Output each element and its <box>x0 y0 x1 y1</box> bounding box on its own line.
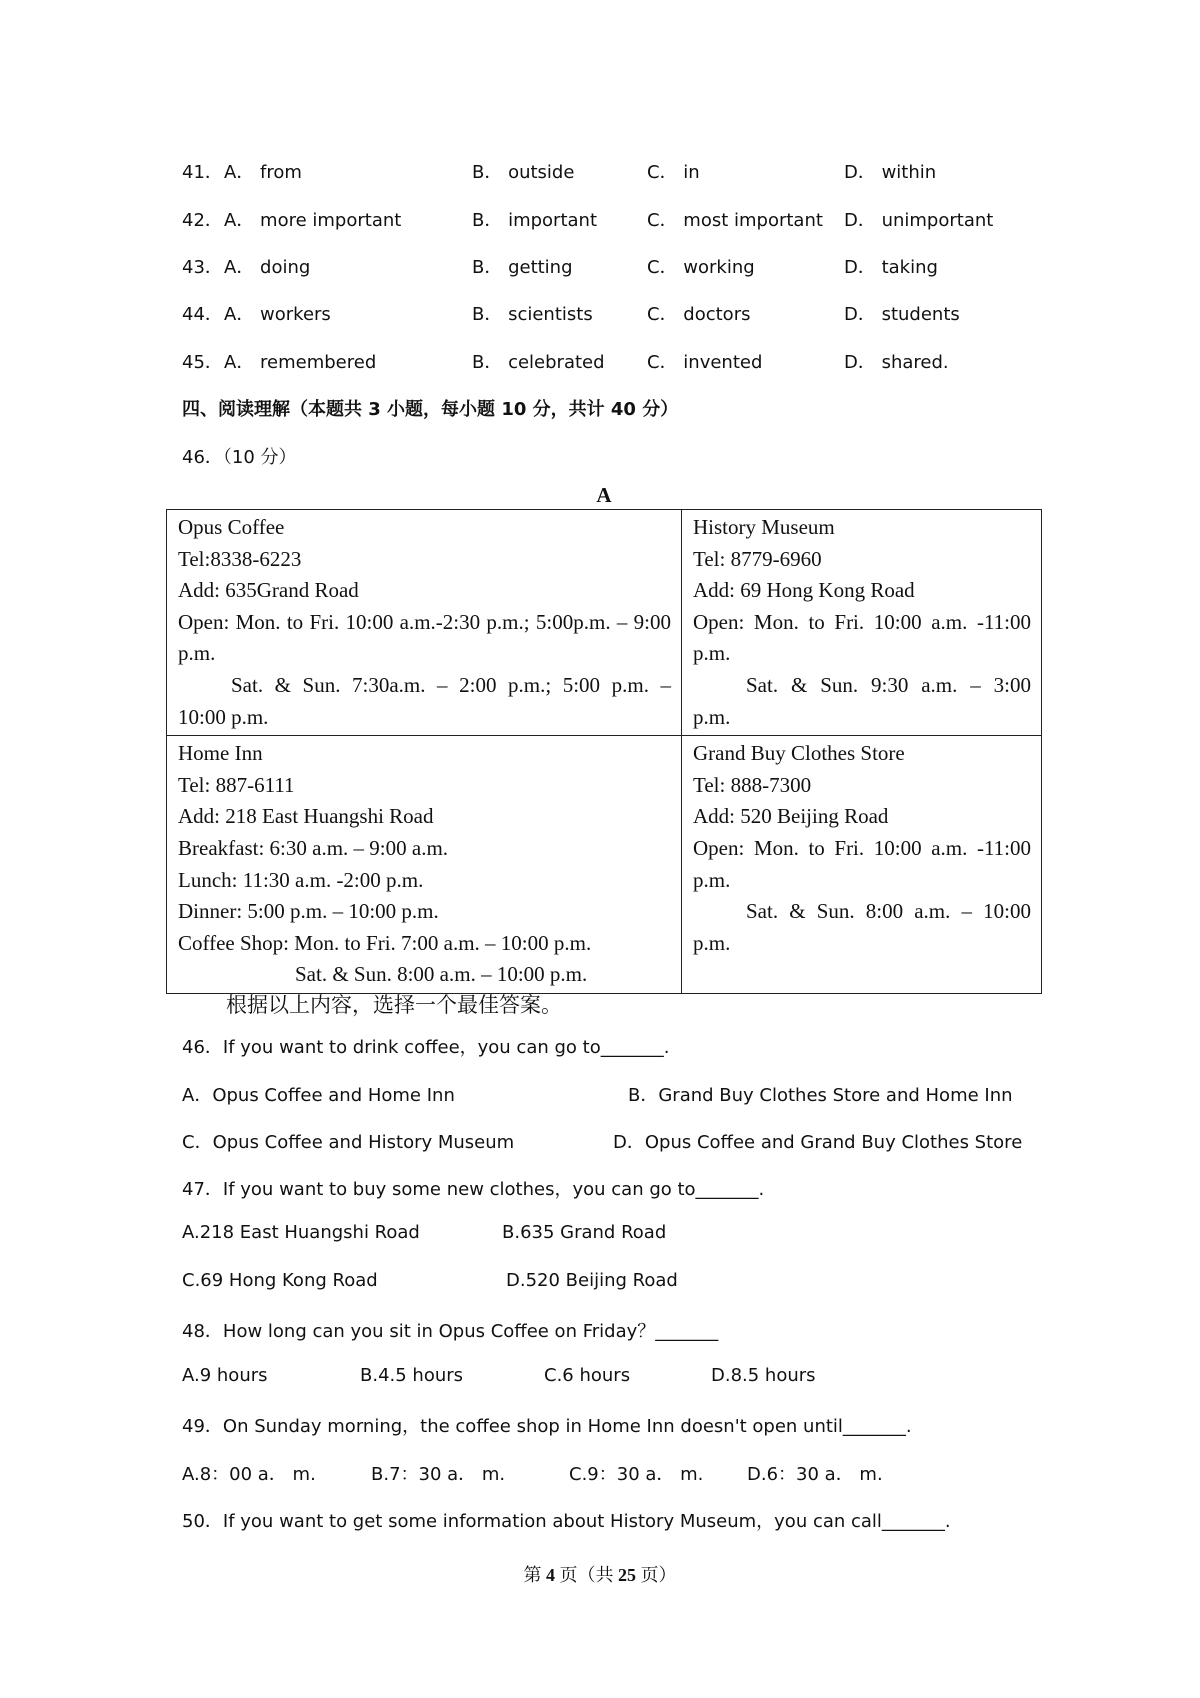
ad-name: History Museum <box>693 515 835 539</box>
option-a: A． remembered <box>224 352 377 373</box>
ad-history-museum <box>682 510 1042 736</box>
ad-home-inn <box>167 736 682 994</box>
ad-address: Add: 635Grand Road <box>178 578 359 603</box>
ad-open-weekend-end: 10:00 p.m. <box>178 704 269 729</box>
ad-coffee-shop-weekend: Sat. & Sun. 8:00 a.m. – 10:00 p.m. <box>295 962 588 987</box>
question-number: 45． <box>182 352 223 373</box>
footer-mid: 页（共 <box>555 1565 618 1585</box>
option-c: C． in <box>647 162 700 183</box>
option-b: B.4.5 hours <box>360 1365 464 1386</box>
ad-coffee-shop-weekday: Coffee Shop: Mon. to Fri. 7:00 a.m. – 10:00 p.m. <box>178 930 592 955</box>
ad-open-weekend: Sat. & Sun. 7:30a.m. – 2:00 p.m.; 5:00 p.m. – <box>231 672 671 697</box>
option-b: B． outside <box>472 162 575 183</box>
ad-open-weekend-end: p.m. <box>693 704 731 729</box>
option-d: D．Opus Coffee and Grand Buy Clothes Store <box>613 1132 1023 1153</box>
option-c: C． doctors <box>647 304 751 325</box>
option-c: C.6 hours <box>544 1365 631 1386</box>
advertisement-table <box>166 509 1042 994</box>
question-50-stem: 50．If you want to get some information about History Museum，you can call_______. <box>182 1511 951 1532</box>
option-d: D.8.5 hours <box>711 1365 816 1386</box>
option-c: C． invented <box>647 352 763 373</box>
option-c: C．Opus Coffee and History Museum <box>182 1132 515 1153</box>
option-d: D.520 Beijing Road <box>506 1270 678 1291</box>
option-a: A． from <box>224 162 302 183</box>
question-48-stem: 48．How long can you sit in Opus Coffee on Friday？_______ <box>182 1321 719 1342</box>
section-heading: 四、阅读理解（本题共 3 小题，每小题 10 分，共计 40 分） <box>182 399 679 420</box>
question-number: 43． <box>182 257 223 278</box>
ad-breakfast: Breakfast: 6:30 a.m. – 9:00 a.m. <box>178 835 449 860</box>
option-b: B． getting <box>472 257 573 278</box>
option-a: A.218 East Huangshi Road <box>182 1222 420 1243</box>
question-number: 41． <box>182 162 223 183</box>
ad-open-weekend: Sat. & Sun. 8:00 a.m. – 10:00 <box>746 899 1031 924</box>
ad-grand-buy-clothes-store <box>682 736 1042 994</box>
option-d: D． shared. <box>844 352 949 373</box>
option-a: A.8：00 a． m. <box>182 1464 316 1485</box>
ad-open-weekend-end: p.m. <box>693 930 731 955</box>
ad-address: Add: 218 East Huangshi Road <box>178 804 434 829</box>
question-number: 44． <box>182 304 223 325</box>
question-46-stem: 46．If you want to drink coffee，you can go to_______. <box>182 1037 670 1058</box>
question-number: 42． <box>182 210 223 231</box>
ad-tel: Tel: 8779-6960 <box>693 546 822 571</box>
option-b: B.635 Grand Road <box>502 1222 667 1243</box>
ad-name: Grand Buy Clothes Store <box>693 741 905 766</box>
option-c: C.69 Hong Kong Road <box>182 1270 378 1291</box>
option-b: B． celebrated <box>472 352 605 373</box>
option-a: A．Opus Coffee and Home Inn <box>182 1085 455 1106</box>
ad-open-weekday-end: p.m. <box>693 867 731 892</box>
option-d: D． unimportant <box>844 210 994 231</box>
passage-title: A <box>596 483 612 507</box>
ad-open-weekday-end: p.m. <box>693 641 731 666</box>
option-a: A． doing <box>224 257 311 278</box>
ad-open-weekend: Sat. & Sun. 9:30 a.m. – 3:00 <box>746 672 1031 697</box>
option-d: D． taking <box>844 257 938 278</box>
ad-name: Home Inn <box>178 741 263 766</box>
option-b: B．Grand Buy Clothes Store and Home Inn <box>628 1085 1013 1106</box>
option-b: B.7：30 a． m. <box>371 1464 506 1485</box>
ad-opus-coffee <box>167 510 682 736</box>
ad-open-weekday: Open: Mon. to Fri. 10:00 a.m. -11:00 <box>693 609 1031 634</box>
option-c: C． working <box>647 257 755 278</box>
option-d: D． within <box>844 162 937 183</box>
ad-tel: Tel: 888-7300 <box>693 772 812 797</box>
ad-address: Add: 520 Beijing Road <box>693 804 889 829</box>
option-a: A． more important <box>224 210 402 231</box>
option-b: B． important <box>472 210 597 231</box>
ad-address: Add: 69 Hong Kong Road <box>693 578 915 603</box>
ad-name: Opus Coffee <box>178 515 285 539</box>
ad-dinner: Dinner: 5:00 p.m. – 10:00 p.m. <box>178 899 439 924</box>
option-d: D.6：30 a． m. <box>747 1464 883 1485</box>
footer-page-number: 4 <box>546 1565 555 1585</box>
question-49-stem: 49．On Sunday morning，the coffee shop in Home Inn doesn't open until_______. <box>182 1416 912 1437</box>
option-d: D． students <box>844 304 960 325</box>
ad-open-weekday-end: p.m. <box>178 641 216 666</box>
footer-post: 页） <box>636 1565 677 1585</box>
option-b: B． scientists <box>472 304 593 325</box>
option-c: C． most important <box>647 210 823 231</box>
page-footer <box>0 1561 1200 1587</box>
instruction: 根据以上内容，选择一个最佳答案。 <box>226 993 562 1017</box>
ad-open-weekday: Open: Mon. to Fri. 10:00 a.m.-2:30 p.m.; 5:00p.m. – 9:00 <box>178 609 671 634</box>
question-47-stem: 47．If you want to buy some new clothes，you can go to_______. <box>182 1179 765 1200</box>
option-c: C.9：30 a． m. <box>569 1464 704 1485</box>
footer-total-pages: 25 <box>618 1565 636 1585</box>
ad-tel: Tel:8338-6223 <box>178 546 302 571</box>
ad-open-weekday: Open: Mon. to Fri. 10:00 a.m. -11:00 <box>693 835 1031 860</box>
footer-pre: 第 <box>523 1565 546 1585</box>
ad-tel: Tel: 887-6111 <box>178 772 295 797</box>
question-46-header: 46．（10 分） <box>182 447 297 468</box>
option-a: A． workers <box>224 304 331 325</box>
ad-lunch: Lunch: 11:30 a.m. -2:00 p.m. <box>178 867 424 892</box>
option-a: A.9 hours <box>182 1365 268 1386</box>
